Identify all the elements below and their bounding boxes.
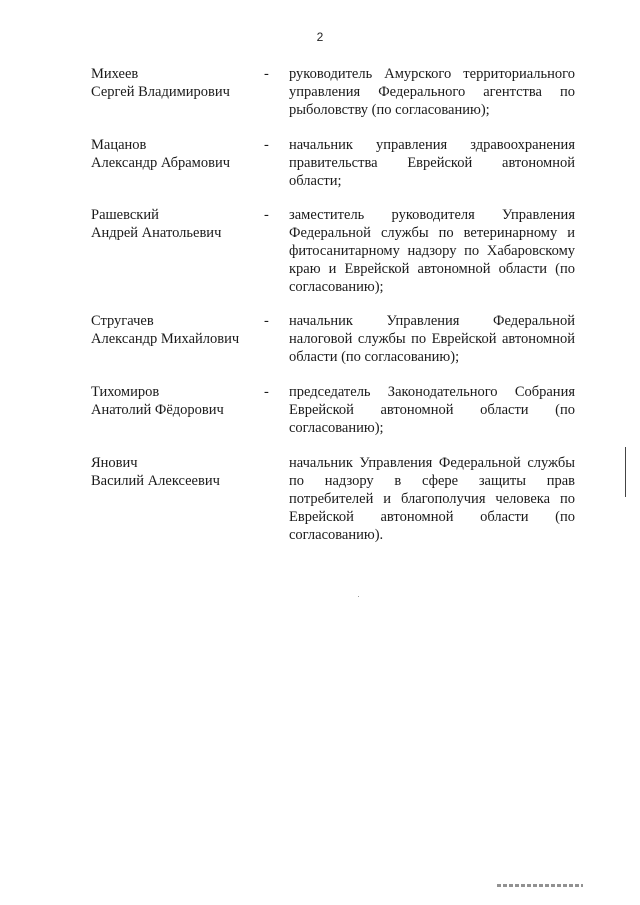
member-name — [91, 312, 261, 348]
member-position: председатель Законодательного Собрания Еврейской автономной области (по согласованию); — [289, 384, 575, 436]
member-name — [91, 383, 261, 419]
member-given-names: Андрей Анатольевич — [91, 225, 222, 241]
scan-dust-mark — [358, 596, 359, 597]
member-given-names: Василий Алексеевич — [91, 473, 220, 489]
member-position: начальник Управления Федеральной налоговой службы по Еврейской автономной области (по согласованию); — [289, 313, 575, 365]
member-given-names: Александр Михайлович — [91, 331, 240, 347]
member-name — [91, 136, 261, 172]
member-surname: Янович — [91, 455, 138, 471]
member-name — [91, 65, 261, 101]
member-name — [91, 206, 261, 242]
member-surname: Рашевский — [91, 207, 159, 223]
entry-dash: - — [264, 313, 269, 329]
entry-dash: - — [264, 137, 269, 153]
member-position: руководитель Амурского территориального управления Федерального агентства по рыболовству (по согласованию); — [289, 66, 575, 118]
member-surname: Стругачев — [91, 313, 154, 329]
member-name — [91, 454, 261, 490]
member-surname: Мацанов — [91, 137, 147, 153]
footer-registration-mark — [497, 884, 583, 887]
member-position: заместитель руководителя Управления Федеральной службы по ветеринарному и фитосанитарному надзору по Хабаровскому краю и Еврейской автономной области (по согласованию); — [289, 207, 575, 295]
entry-dash: - — [264, 66, 269, 82]
member-surname: Михеев — [91, 66, 139, 82]
entry-dash: - — [264, 207, 269, 223]
member-surname: Тихомиров — [91, 384, 160, 400]
member-given-names: Сергей Владимирович — [91, 84, 230, 100]
member-given-names: Анатолий Фёдорович — [91, 402, 224, 418]
entry-dash: - — [264, 384, 269, 400]
member-given-names: Александр Абрамович — [91, 155, 231, 171]
page-number: 2 — [316, 30, 324, 44]
member-position: начальник Управления Федеральной службы по надзору в сфере защиты прав потребителей и благополучия человека по Еврейской автономной области (по согласованию). — [289, 455, 575, 543]
scan-edge-mark — [625, 447, 626, 497]
member-position: начальник управления здравоохранения правительства Еврейской автономной области; — [289, 137, 575, 189]
